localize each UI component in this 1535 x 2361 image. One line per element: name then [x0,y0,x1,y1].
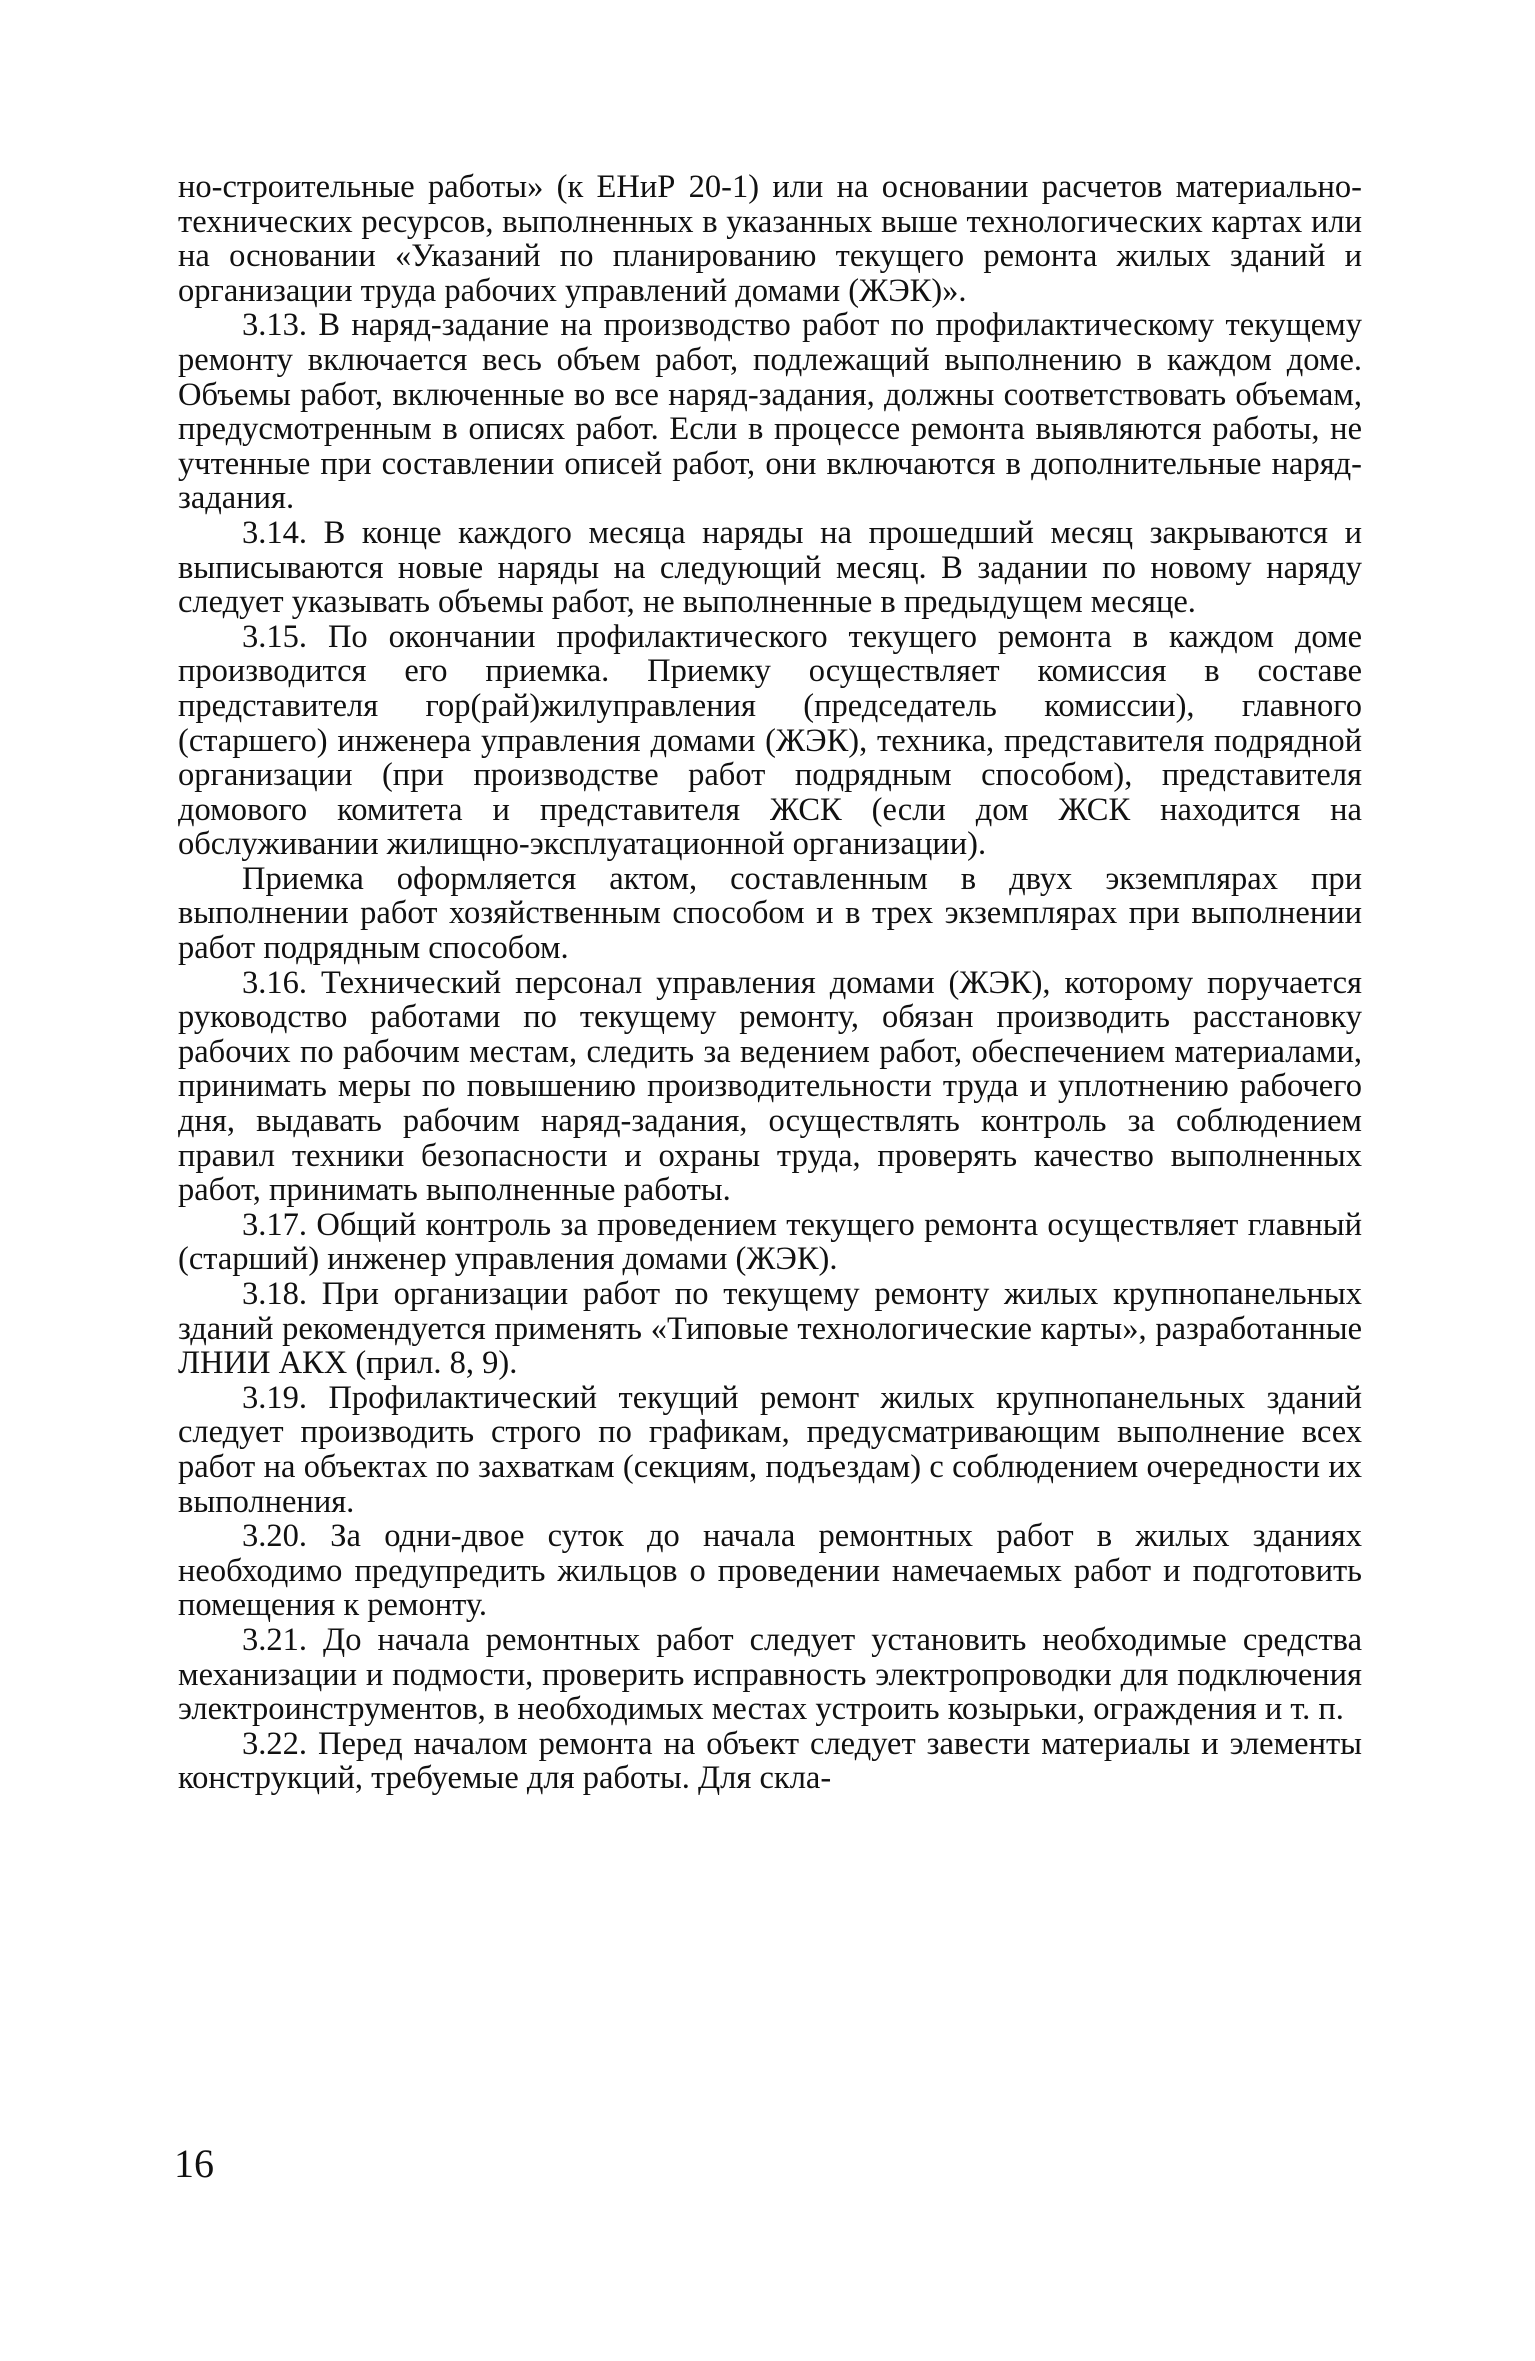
paragraph-number: 3.21. [242,1621,307,1658]
paragraph-text: Технический персонал управления домами (ЖЭК), которому поручается руководство работами по текущему ремонту, обязан производить расстановку рабочих по рабочим местам, следить за ведением работ, обеспечением материалами, принимать меры по повышению производительности труда и уплотнению рабочего дня, выдавать рабочим наряд-задания, осуществлять контроль за соблюдением правил техники безопасности и охраны труда, проверять качество выполненных работ, принимать выполненные работы. [178,964,1363,1209]
body-text [178,170,1362,1796]
paragraph-text: До начала ремонтных работ следует установить необходимые средства механизации и подмости, проверить исправность электропроводки для подключения электроинструментов, в необходимых местах устроить козырьки, ограждения и т. п. [178,1621,1362,1728]
paragraph-3-20 [178,1519,1362,1623]
paragraph-number: 3.20. [242,1518,307,1555]
paragraph-text: В наряд-задание на производство работ по профилактическому текущему ремонту включается весь объем работ, подлежащий выполнению в каждом доме. Объемы работ, включенные во все наряд-задания, должны соответствовать объемам, предусмотренным в описях работ. Если в процессе ремонта выявляются работы, не учтенные при составлении описей работ, они включаются в дополнительные наряд-задания. [178,307,1362,517]
paragraph-3-13 [178,308,1362,516]
paragraph-text: За одни-двое суток до начала ремонтных работ в жилых зданиях необходимо предупредить жильцов о проведении намечаемых работ и подготовить помещения к ремонту. [178,1518,1363,1624]
paragraph-text: В конце каждого месяца наряды на прошедший месяц закрываются и выписываются новые наряды на следующий месяц. В задании по новому наряду следует указывать объемы работ, не выполненные в предыдущем месяце. [178,514,1362,621]
paragraph-text: По окончании профилактического текущего ремонта в каждом доме производится его приемка. Приемку осуществляет комиссия в составе представителя гор(рай)жилуправления (председатель комиссии), главного (старшего) инженера управления домами (ЖЭК), техника, представителя подрядной организации (при производстве работ подрядным способом), представителя домового комитета и представителя ЖСК (если дом ЖСК находится на обслуживании жилищно-эксплуатационной организации). [178,618,1363,863]
paragraph-text: Общий контроль за проведением текущего ремонта осуществляет главный (старший) инженер управления домами (ЖЭК). [178,1206,1362,1278]
paragraph-number: 3.16. [242,964,307,1001]
paragraph-3-21 [178,1623,1362,1727]
paragraph-number: 3.13. [242,307,307,344]
paragraph-number: 3.19. [242,1379,307,1416]
paragraph-number: 3.22. [242,1725,307,1762]
paragraph-3-14 [178,516,1362,620]
paragraph-3-16 [178,966,1362,1208]
paragraph-3-19 [178,1381,1362,1519]
paragraph-number: 3.18. [242,1276,307,1312]
paragraph-number: 3.14. [242,514,307,551]
paragraph-3-18 [178,1277,1362,1381]
paragraph-text: Профилактический текущий ремонт жилых крупнопанельных зданий следует производить строго по графикам, предусматривающим выполнение всех работ на объектах по захваткам (секциям, подъездам) с соблюдением очередности их выполнения. [178,1379,1362,1520]
paragraph-3-22 [178,1727,1362,1796]
page-number: 16 [174,2141,214,2186]
paragraph-continuation [178,170,1362,308]
paragraph-3-15 [178,620,1362,862]
paragraph-text: Перед началом ремонта на объект следует завести материалы и элементы конструкций, требуемые для работы. Для скла- [178,1725,1363,1797]
paragraph-number: 3.17. [242,1206,307,1243]
paragraph-3-15-acceptance [178,862,1362,966]
paragraph-text: но-строительные работы» (к ЕНиР 20-1) или на основании расчетов материально-технических ресурсов, выполненных в указанных выше технологических картах или на основании «Указаний по планированию текущего ремонта жилых зданий и организации труда рабочих управлений домами (ЖЭК)». [178,169,1362,309]
paragraph-text: Приемка оформляется актом, составленным в двух экземплярах при выполнении работ хозяйственным способом и в трех экземплярах при выполнении работ подрядным способом. [178,860,1362,967]
paragraph-3-17 [178,1208,1362,1277]
paragraph-number: 3.15. [242,618,307,655]
paragraph-text: При организации работ по текущему ремонту жилых крупнопанельных зданий рекомендуется применять «Типовые технологические карты», разработанные ЛНИИ АКХ (прил. 8, 9). [178,1276,1363,1382]
